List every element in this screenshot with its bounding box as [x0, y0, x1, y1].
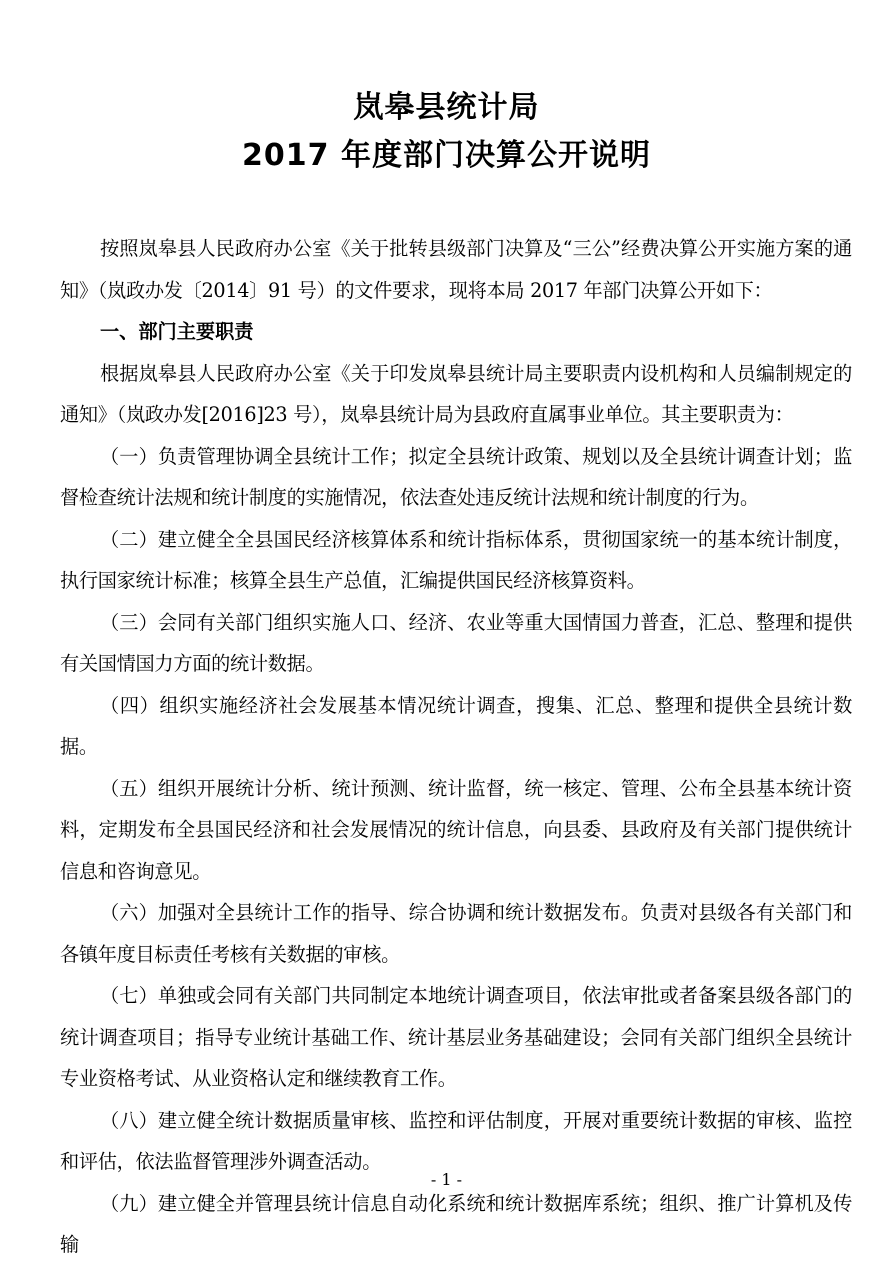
document-title-main: 2017 年度部门决算公开说明	[242, 138, 651, 173]
page-number: - 1 -	[430, 1170, 463, 1189]
duty-item: （三）会同有关部门组织实施人口、经济、农业等重大国情国力普查，汇总、整理和提供有关国情国力方面的统计数据。	[60, 610, 852, 675]
duty-item: （四）组织实施经济社会发展基本情况统计调查，搜集、汇总、整理和提供全县统计数据。	[60, 693, 852, 758]
duty-item: （一）负责管理协调全县统计工作；拟定全县统计政策、规划以及全县统计调查计划；监督检查统计法规和统计制度的实施情况，依法查处违反统计法规和统计制度的行为。	[60, 444, 852, 509]
duty-item: （五）组织开展统计分析、统计预测、统计监督，统一核定、管理、公布全县基本统计资料，定期发布全县国民经济和社会发展情况的统计信息，向县委、县政府及有关部门提供统计信息和咨询意见。	[60, 776, 852, 883]
section-heading-duties: 一、部门主要职责	[100, 320, 254, 343]
duty-item: （九）建立健全并管理县统计信息自动化系统和统计数据库系统；组织、推广计算机及传输	[60, 1191, 852, 1256]
duty-item: （八）建立健全统计数据质量审核、监控和评估制度，开展对重要统计数据的审核、监控和评估，依法监督管理涉外调查活动。	[60, 1108, 852, 1173]
duties-basis-paragraph: 根据岚皋县人民政府办公室《关于印发岚皋县统计局主要职责内设机构和人员编制规定的通知》（岚政办发[2016]23 号），岚皋县统计局为县政府直属事业单位。其主要职责为：	[60, 361, 852, 426]
document-body	[60, 228, 852, 1266]
duty-item: （六）加强对全县统计工作的指导、综合协调和统计数据发布。负责对县级各有关部门和各镇年度目标责任考核有关数据的审核。	[60, 901, 852, 966]
intro-paragraph: 按照岚皋县人民政府办公室《关于批转县级部门决算及“三公”经费决算公开实施方案的通知》（岚政办发〔2014〕91 号）的文件要求，现将本局 2017 年部门决算公开如下：	[60, 237, 852, 302]
duty-item: （七）单独或会同有关部门共同制定本地统计调查项目，依法审批或者备案县级各部门的统计调查项目；指导专业统计基础工作、统计基层业务基础建设；会同有关部门组织全县统计专业资格考试、从业资格认定和继续教育工作。	[60, 984, 852, 1090]
document-title-org: 岚皋县统计局	[353, 90, 540, 125]
duty-item: （二）建立健全全县国民经济核算体系和统计指标体系，贯彻国家统一的基本统计制度，执行国家统计标准；核算全县生产总值，汇编提供国民经济核算资料。	[60, 527, 852, 592]
